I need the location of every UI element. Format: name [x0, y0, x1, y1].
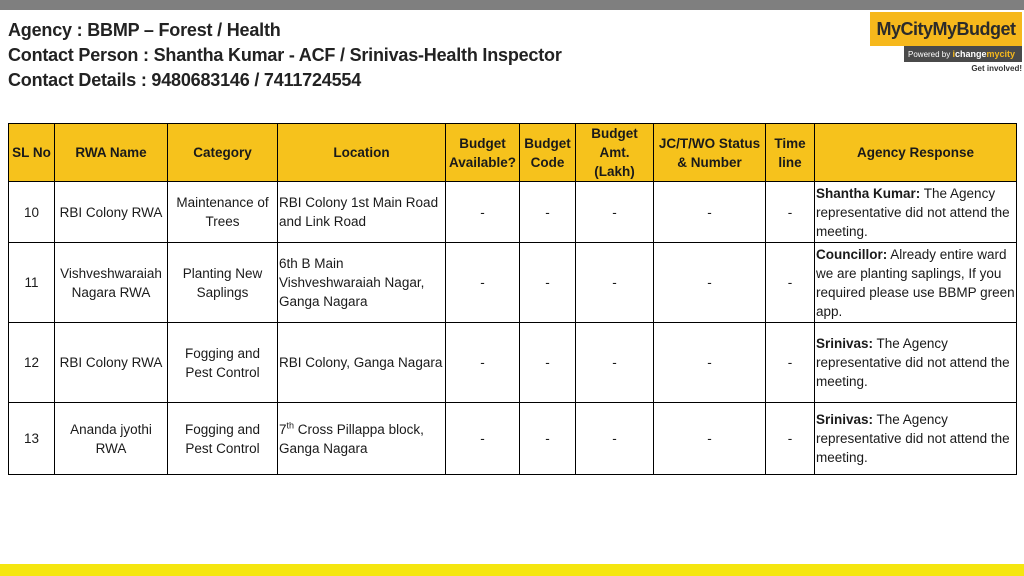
contact-person-line: Contact Person : Shantha Kumar - ACF / Srinivas-Health Inspector	[8, 45, 562, 65]
cell-sl: 13	[9, 403, 55, 475]
cell-sl: 12	[9, 323, 55, 403]
location-rest: Cross Pillappa block, Ganga Nagara	[279, 421, 424, 456]
col-budget-available: Budget Available?	[446, 124, 520, 182]
cell-category: Maintenance of Trees	[168, 182, 278, 243]
cell-status: -	[654, 403, 766, 475]
response-text: The Agency representative did not attend the meeting.	[816, 185, 1010, 239]
cell-agency-response	[815, 323, 1017, 403]
top-bar	[0, 0, 1024, 10]
col-rwa-name: RWA Name	[55, 124, 168, 182]
col-budget-code: Budget Code	[520, 124, 576, 182]
cell-location: RBI Colony, Ganga Nagara	[278, 323, 446, 403]
brand-i: i	[952, 49, 955, 59]
agency-response-table	[8, 123, 1017, 475]
brand-change: change	[955, 49, 987, 59]
cell-budget-code: -	[520, 243, 576, 323]
page-header	[8, 18, 562, 93]
col-sl-no: SL No	[9, 124, 55, 182]
cell-location	[278, 403, 446, 475]
location-ordinal: th	[286, 420, 295, 430]
cell-budget-available: -	[446, 243, 520, 323]
table-header-row	[9, 124, 1017, 182]
cell-category: Planting New Saplings	[168, 243, 278, 323]
cell-timeline: -	[766, 323, 815, 403]
logo-main-text: MyCityMyBudget	[870, 12, 1022, 46]
col-time-line: Time line	[766, 124, 815, 182]
cell-category: Fogging and Pest Control	[168, 323, 278, 403]
cell-budget-amt: -	[576, 403, 654, 475]
table-row	[9, 403, 1017, 475]
logo-tagline: Get involved!	[971, 64, 1022, 73]
cell-budget-available: -	[446, 323, 520, 403]
location-number: 7	[279, 421, 287, 437]
cell-agency-response	[815, 243, 1017, 323]
responder-name: Shantha Kumar:	[816, 185, 921, 201]
cell-budget-available: -	[446, 182, 520, 243]
col-agency-response: Agency Response	[815, 124, 1017, 182]
table-row	[9, 182, 1017, 243]
mycitymybudget-logo	[870, 12, 1022, 76]
cell-sl: 10	[9, 182, 55, 243]
cell-budget-available: -	[446, 403, 520, 475]
cell-sl: 11	[9, 243, 55, 323]
responder-name: Srinivas:	[816, 336, 874, 351]
cell-rwa: Vishveshwaraiah Nagara RWA	[55, 243, 168, 323]
cell-status: -	[654, 243, 766, 323]
cell-timeline: -	[766, 403, 815, 475]
table-row	[9, 323, 1017, 403]
cell-budget-amt: -	[576, 323, 654, 403]
response-text: The Agency representative did not attend the meeting.	[816, 412, 1010, 465]
col-location: Location	[278, 124, 446, 182]
response-text: Already entire ward we are planting saplings, If you required please use BBMP green app.	[816, 246, 1015, 319]
agency-line: Agency : BBMP – Forest / Health	[8, 20, 281, 40]
cell-agency-response	[815, 182, 1017, 243]
response-text: The Agency representative did not attend the meeting.	[816, 336, 1010, 389]
col-jc-status: JC/T/WO Status & Number	[654, 124, 766, 182]
logo-powered-by	[904, 46, 1022, 62]
cell-location: 6th B Main Vishveshwaraiah Nagar, Ganga Nagara	[278, 243, 446, 323]
responder-name: Srinivas:	[816, 412, 874, 427]
cell-timeline: -	[766, 182, 815, 243]
powered-by-text: Powered by	[908, 50, 951, 59]
responder-name: Councillor:	[816, 246, 888, 262]
bottom-bar	[0, 564, 1024, 576]
cell-rwa: Ananda jyothi RWA	[55, 403, 168, 475]
cell-category: Fogging and Pest Control	[168, 403, 278, 475]
cell-status: -	[654, 323, 766, 403]
cell-budget-amt: -	[576, 243, 654, 323]
cell-rwa: RBI Colony RWA	[55, 182, 168, 243]
cell-rwa: RBI Colony RWA	[55, 323, 168, 403]
cell-timeline: -	[766, 243, 815, 323]
cell-agency-response	[815, 403, 1017, 475]
cell-budget-amt: -	[576, 182, 654, 243]
table-row	[9, 243, 1017, 323]
col-budget-amt: Budget Amt. (Lakh)	[576, 124, 654, 182]
contact-details-line: Contact Details : 9480683146 / 7411724554	[8, 70, 362, 90]
cell-budget-code: -	[520, 403, 576, 475]
brand-mycity: mycity	[986, 49, 1016, 59]
cell-location: RBI Colony 1st Main Road and Link Road	[278, 182, 446, 243]
col-category: Category	[168, 124, 278, 182]
cell-budget-code: -	[520, 323, 576, 403]
cell-status: -	[654, 182, 766, 243]
cell-budget-code: -	[520, 182, 576, 243]
